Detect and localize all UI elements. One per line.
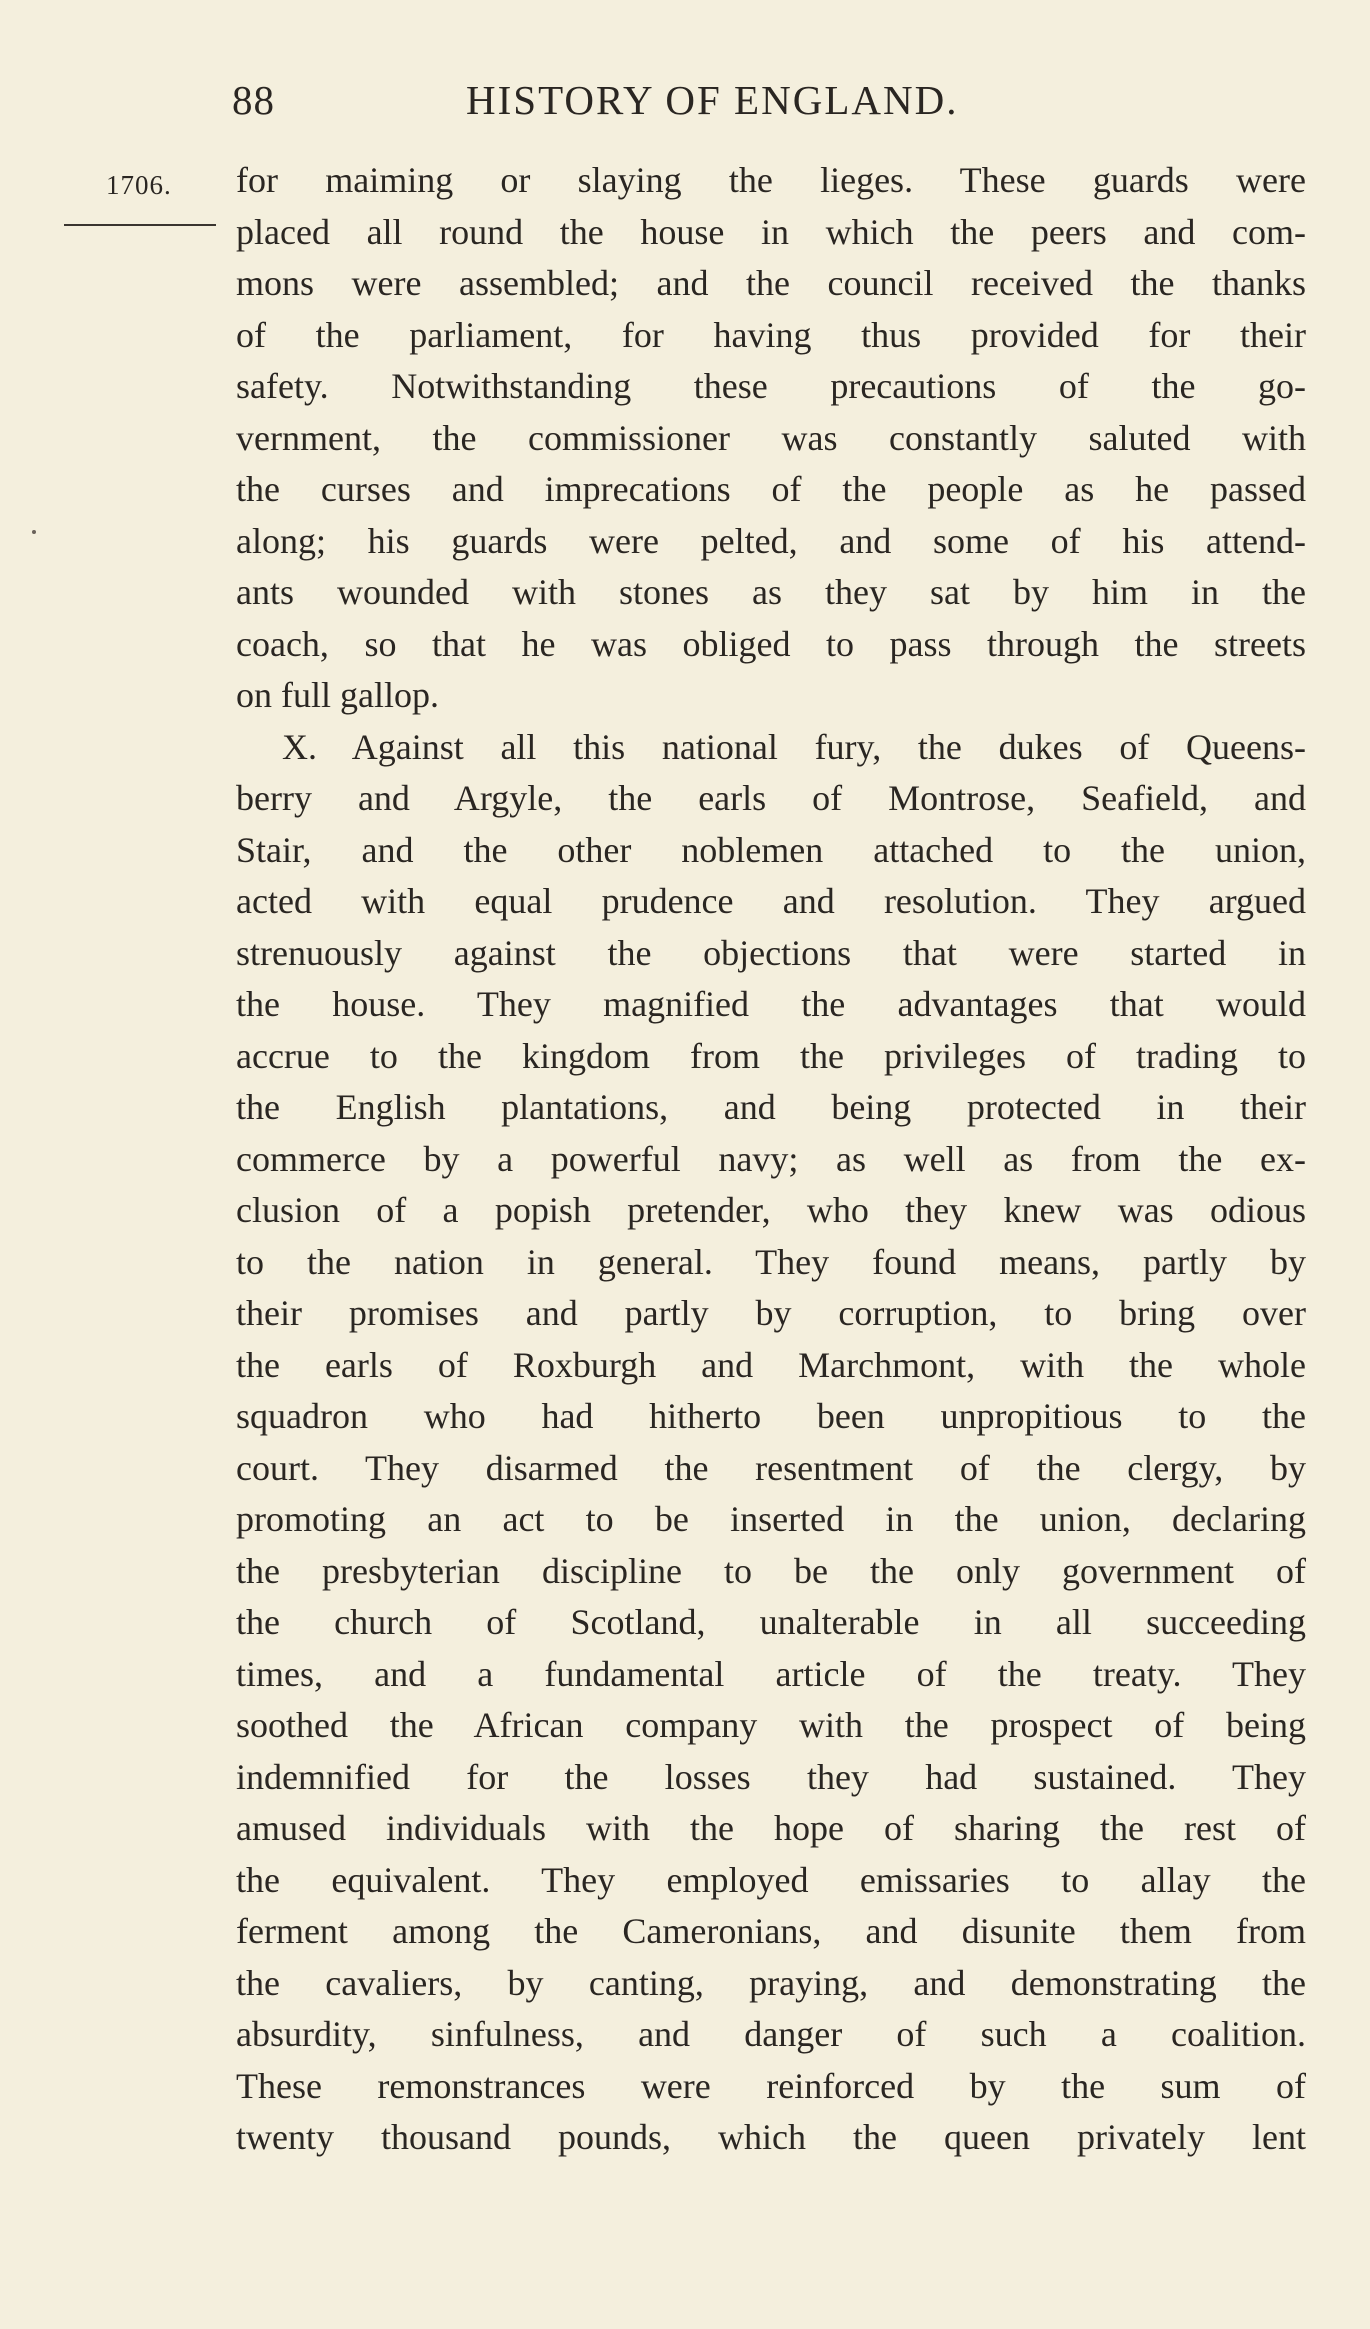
text-line: times, and a fundamental article of the treaty. They (236, 1653, 1306, 1694)
book-title: HISTORY OF ENGLAND. (466, 77, 959, 123)
text-line: Stair, and the other noblemen attached to the union, (236, 829, 1306, 870)
text-line: safety. Notwithstanding these precautions of the go- (236, 366, 1306, 406)
text-line: mons were assembled; and the council received the thanks (236, 263, 1306, 303)
text-line: the house. They magnified the advantages that would (236, 984, 1306, 1024)
text-line: promoting an act to be inserted in the union, declaring (236, 1499, 1306, 1539)
text-line: These remonstrances were reinforced by the sum of (236, 2065, 1306, 2106)
text-line: commerce by a powerful navy; as well as from the ex- (236, 1138, 1306, 1179)
text-line: placed all round the house in which the peers and com- (236, 211, 1306, 252)
text-line: the English plantations, and being protected in their (236, 1087, 1306, 1127)
text-line: the cavaliers, by canting, praying, and demonstrating the (236, 1962, 1306, 2003)
text-line: ants wounded with stones as they sat by him in the (236, 572, 1306, 612)
text-line: coach, so that he was obliged to pass through the streets (236, 623, 1306, 664)
text-line: along; his guards were pelted, and some of his attend- (236, 520, 1306, 561)
paragraph-end-line: on full gallop. (236, 675, 439, 715)
text-line: the curses and imprecations of the people as he passed (236, 469, 1306, 509)
text-line: twenty thousand pounds, which the queen privately lent (236, 2117, 1306, 2157)
text-line: the church of Scotland, unalterable in all succeeding (236, 1602, 1306, 1642)
text-line: their promises and partly by corruption, to bring over (236, 1293, 1306, 1333)
text-line: amused individuals with the hope of sharing the rest of (236, 1808, 1306, 1848)
body-text (236, 155, 1306, 2164)
text-line: for maiming or slaying the lieges. These guards were (236, 160, 1306, 200)
text-line: of the parliament, for having thus provided for their (236, 314, 1306, 355)
text-line: accrue to the kingdom from the privileges of trading to (236, 1035, 1306, 1076)
text-line: acted with equal prudence and resolution. They argued (236, 881, 1306, 921)
text-line: court. They disarmed the resentment of the clergy, by (236, 1447, 1306, 1488)
text-line: the equivalent. They employed emissaries to allay the (236, 1859, 1306, 1900)
margin-rule (64, 224, 216, 226)
text-line: clusion of a popish pretender, who they knew was odious (236, 1190, 1306, 1230)
margin-year-note: 1706. (106, 170, 172, 200)
page-number: 88 (232, 77, 275, 123)
text-line: vernment, the commissioner was constantly saluted with (236, 417, 1306, 458)
paper-speck (32, 530, 36, 534)
text-line: soothed the African company with the prospect of being (236, 1705, 1306, 1745)
text-line: squadron who had hitherto been unpropitious to the (236, 1396, 1306, 1436)
text-line: absurdity, sinfulness, and danger of such a coalition. (236, 2014, 1306, 2054)
running-head (232, 76, 1062, 136)
text-line: ferment among the Cameronians, and disunite them from (236, 1911, 1306, 1951)
text-line: the presbyterian discipline to be the only government of (236, 1550, 1306, 1591)
text-line: the earls of Roxburgh and Marchmont, with the whole (236, 1344, 1306, 1385)
text-line: to the nation in general. They found means, partly by (236, 1241, 1306, 1282)
paragraph-start-line: X. Against all this national fury, the dukes of Queens- (282, 726, 1306, 767)
text-line: indemnified for the losses they had sustained. They (236, 1756, 1306, 1797)
text-line: strenuously against the objections that were started in (236, 932, 1306, 973)
text-line: berry and Argyle, the earls of Montrose, Seafield, and (236, 778, 1306, 818)
